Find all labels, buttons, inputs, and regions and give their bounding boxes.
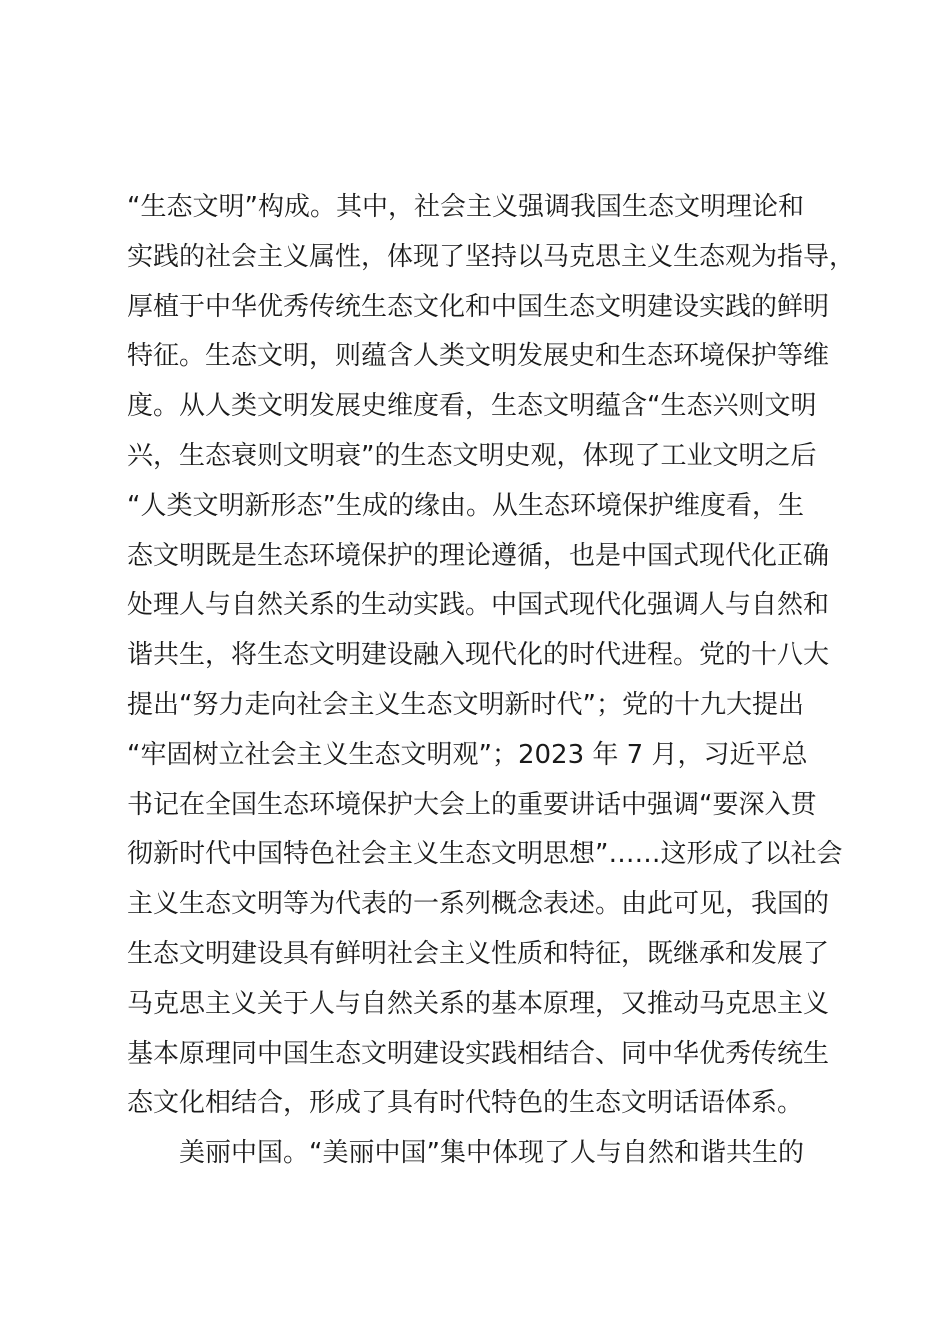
text-line: 度。从人类文明发展史维度看，生态文明蕴含“生态兴则文明 (127, 391, 817, 422)
text-line: 马克思主义关于人与自然关系的基本原理，又推动马克思主义 (127, 988, 830, 1019)
text-line: 实践的社会主义属性，体现了坚持以马克思主义生态观为指导， (127, 241, 856, 272)
text-line: 书记在全国生态环境保护大会上的重要讲话中强调“要深入贯 (127, 789, 817, 820)
text-line: 基本原理同中国生态文明建设实践相结合、同中华优秀传统生 (127, 1038, 830, 1069)
text-line: 谐共生，将生态文明建设融入现代化的时代进程。党的十八大 (127, 640, 830, 671)
body-text (127, 183, 856, 1179)
text-line: “牢固树立社会主义生态文明观”；2023 年 7 月，习近平总 (127, 739, 808, 770)
text-line: 特征。生态文明，则蕴含人类文明发展史和生态环境保护等维 (127, 341, 830, 372)
text-line: “生态文明”构成。其中，社会主义强调我国生态文明理论和 (127, 192, 804, 222)
text-line: “人类文明新形态”生成的缘由。从生态环境保护维度看，生 (127, 490, 804, 521)
text-line: 提出“努力走向社会主义生态文明新时代”；党的十九大提出 (127, 689, 804, 720)
paragraph-start-line: 美丽中国。“美丽中国”集中体现了人与自然和谐共生的 (179, 1138, 804, 1169)
text-line: 兴，生态衰则文明衰”的生态文明史观，体现了工业文明之后 (127, 440, 817, 471)
text-line: 态文化相结合，形成了具有时代特色的生态文明话语体系。 (127, 1088, 804, 1119)
text-line: 厚植于中华优秀传统生态文化和中国生态文明建设实践的鲜明 (127, 291, 830, 322)
text-line: 生态文明建设具有鲜明社会主义性质和特征，既继承和发展了 (127, 938, 830, 969)
text-line: 彻新时代中国特色社会主义生态文明思想”……这形成了以社会 (127, 839, 843, 870)
text-line: 主义生态文明等为代表的一系列概念表述。由此可见，我国的 (127, 889, 830, 920)
text-line: 态文明既是生态环境保护的理论遵循，也是中国式现代化正确 (127, 540, 830, 571)
text-line: 处理人与自然关系的生动实践。中国式现代化强调人与自然和 (127, 590, 830, 621)
